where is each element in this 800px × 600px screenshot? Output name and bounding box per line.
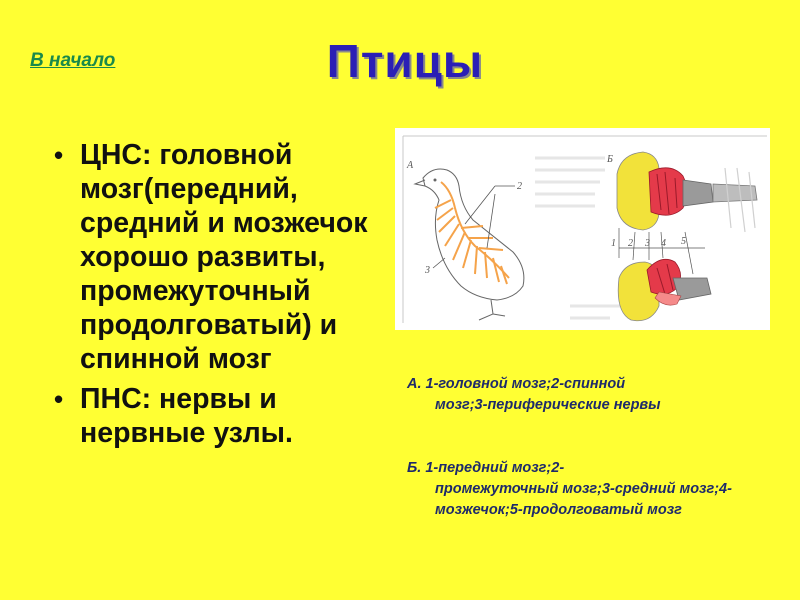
panel-a-number-2: 2 (517, 181, 522, 192)
bullet-dot-icon: • (54, 140, 64, 170)
panel-a-label: А (407, 160, 414, 171)
panel-b-label: Б (607, 154, 613, 165)
caption-b-line2: промежуточный мозг;3-средний мозг;4-мозжечок;5-продолговатый мозг (435, 481, 732, 518)
bullet-cns-text: ЦНС: головной мозг(передний, средний и мозжечок хорошо развиты, промежуточный продолговатый) и спинной мозг (80, 139, 368, 375)
bullet-dot-icon: • (54, 384, 64, 414)
caption-panel-a (407, 374, 737, 416)
panel-b-number-4: 4 (661, 238, 666, 249)
panel-a-number-3: 3 (425, 265, 430, 276)
caption-a-line1: А. 1-головной мозг;2-спинной (407, 376, 626, 392)
bullet-pns-text: ПНС: нервы и нервные узлы. (80, 383, 293, 449)
bullet-list (46, 138, 396, 456)
panel-b-number-2: 2 (628, 238, 633, 249)
caption-panel-b (407, 458, 737, 521)
panel-b-number-1: 1 (611, 238, 616, 249)
back-to-start-link[interactable]: В начало (30, 50, 116, 71)
bird-nervous-system-figure (395, 128, 770, 330)
brain-side-view (618, 259, 711, 320)
brain-top-view (617, 152, 757, 230)
figure-illustration (395, 128, 770, 330)
caption-a-line2: мозг;3-периферические нервы (435, 397, 661, 413)
caption-b-line1: Б. 1-передний мозг;2- (407, 460, 565, 476)
spinal-cord-nerves (435, 182, 509, 284)
slide-title: Птицы (326, 35, 484, 87)
bullet-cns (46, 138, 396, 376)
panel-b-number-5: 5 (681, 236, 686, 247)
panel-b-number-3: 3 (645, 238, 650, 249)
bullet-pns (46, 382, 396, 450)
